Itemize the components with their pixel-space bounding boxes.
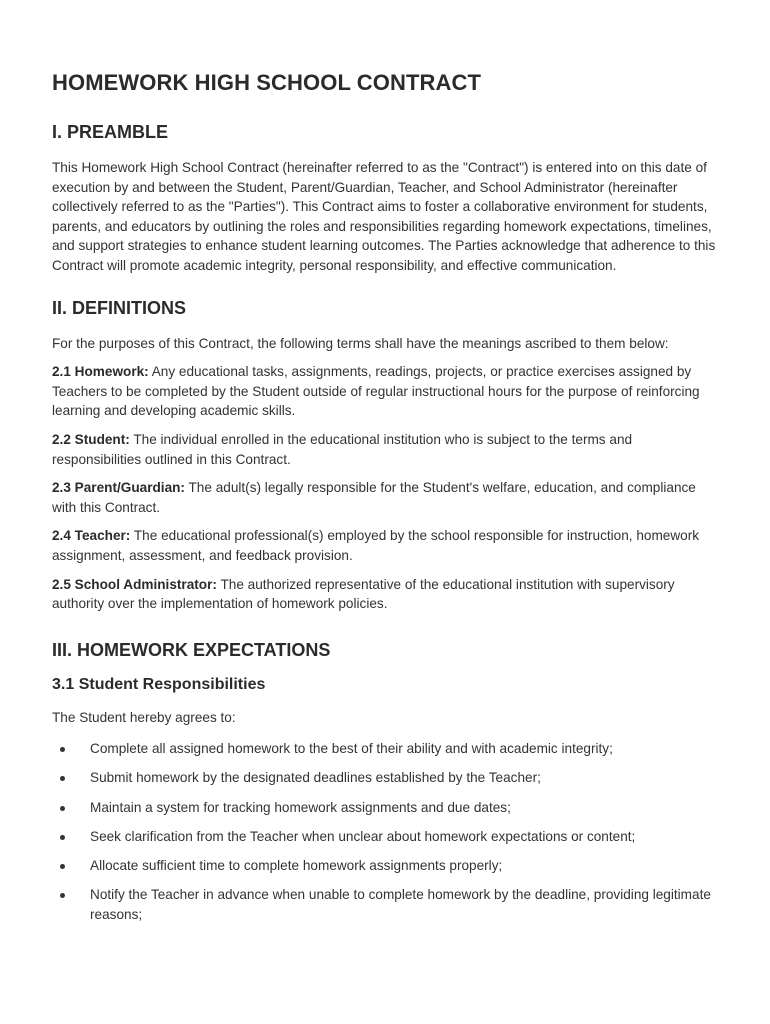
document-title: HOMEWORK HIGH SCHOOL CONTRACT [52,70,482,95]
definition-text: Any educational tasks, assignments, readings, projects, or practice exercises assigned by Teachers to be completed by the Student outside of regular instructional hours for the purpose of reinforcing learning and developing academic skills. [52,364,700,419]
definition-term: 2.1 Homework: [52,364,149,380]
definition-term: 2.5 School Administrator: [52,576,217,592]
preamble-text: This Homework High School Contract (hereinafter referred to as the "Contract") is entered into on this date of execution by and between the Student, Parent/Guardian, Teacher, and School Administrator (hereinafter collectively referred to as the "Parties"). This Contract aims to foster a collaborative environment for students, parents, and educators by outlining the roles and responsibilities regarding homework expectations, timelines, and support strategies to enhance student learning outcomes. The Parties acknowledge that adherence to this Contract will promote academic integrity, personal responsibility, and effective communication. [52,160,716,273]
list-item-text: Maintain a system for tracking homework assignments and due dates; [90,799,511,815]
definitions-section [52,298,718,614]
list-item [52,827,718,847]
definition-text: The educational professional(s) employed by the school responsible for instruction, homework assignment, assessment, and feedback provision. [52,528,700,563]
list-item [52,885,718,924]
definition-homework [52,362,718,421]
expectations-intro: The Student hereby agrees to: [52,709,236,725]
bullet-icon [60,776,65,781]
definition-student [52,430,718,469]
preamble-section [52,122,718,276]
definition-school-administrator [52,575,718,614]
bullet-icon [60,893,65,898]
list-item-text: Seek clarification from the Teacher when unclear about homework expectations or content; [90,828,636,844]
definition-term: 2.4 Teacher: [52,528,131,544]
bullet-icon [60,747,65,752]
expectations-section [52,640,718,925]
list-item [52,856,718,876]
definition-term: 2.2 Student: [52,431,130,447]
list-item-text: Submit homework by the designated deadlines established by the Teacher; [90,770,541,786]
expectations-heading: III. HOMEWORK EXPECTATIONS [52,639,331,660]
definition-parent-guardian [52,478,718,517]
definition-text: The individual enrolled in the educational institution who is subject to the terms and responsibilities outlined in this Contract. [52,431,633,467]
definitions-heading: II. DEFINITIONS [52,297,187,318]
list-item-text: Complete all assigned homework to the best of their ability and with academic integrity; [90,741,613,757]
definition-text: The authorized representative of the educational institution with supervisory authority over the implementation of homework policies. [52,576,675,612]
list-item [52,768,718,788]
bullet-icon [60,806,65,811]
preamble-heading: I. PREAMBLE [52,122,169,142]
bullet-icon [60,835,65,840]
definitions-intro: For the purposes of this Contract, the following terms shall have the meanings ascribed to them below: [52,335,669,351]
student-responsibilities-list [52,739,718,924]
list-item [52,798,718,818]
list-item-text: Notify the Teacher in advance when unable to complete homework by the deadline, providing legitimate reasons; [90,887,711,922]
definition-teacher [52,526,718,565]
definition-text: The adult(s) legally responsible for the Student's welfare, education, and compliance with this Contract. [52,480,696,515]
definition-term: 2.3 Parent/Guardian: [52,480,185,496]
list-item [52,739,718,759]
student-responsibilities-heading: 3.1 Student Responsibilities [52,675,266,693]
list-item-text: Allocate sufficient time to complete homework assignments properly; [90,858,503,874]
bullet-icon [60,864,65,869]
